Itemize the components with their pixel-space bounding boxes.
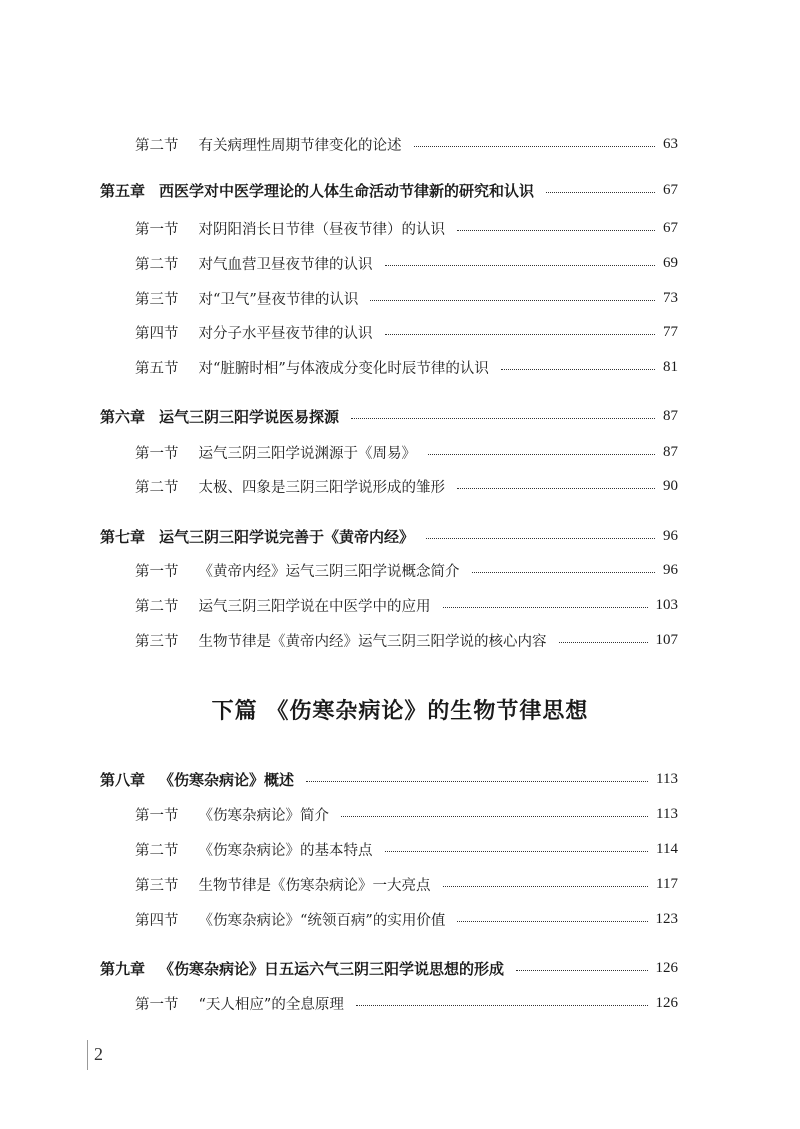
entry-page-number: 63 — [663, 135, 678, 152]
dot-leader — [443, 886, 649, 887]
entry-page-number: 96 — [663, 527, 678, 544]
toc-section-entry[interactable] — [135, 355, 678, 379]
dot-leader — [426, 538, 655, 539]
toc-section-entry[interactable] — [135, 474, 678, 498]
entry-title: 《伤寒杂病论》概述 — [159, 770, 295, 789]
entry-title: 《伤寒杂病论》日五运六气三阴三阳学说思想的形成 — [159, 959, 505, 978]
dot-leader — [385, 265, 656, 266]
toc-section-entry[interactable] — [135, 872, 678, 896]
dot-leader — [385, 851, 649, 852]
entry-page-number: 69 — [663, 254, 678, 271]
entry-label: 第三节 — [135, 291, 179, 308]
entry-title: 《伤寒杂病论》的基本特点 — [198, 842, 373, 859]
entry-title: 《伤寒杂病论》“统领百病”的实用价值 — [198, 912, 446, 929]
entry-title: 生物节律是《伤寒杂病论》一大亮点 — [198, 877, 431, 894]
part-heading: 下篇 《伤寒杂病论》的生物节律思想 — [211, 699, 589, 724]
entry-label: 第一节 — [135, 221, 179, 238]
dot-leader — [414, 146, 656, 147]
toc-section-entry[interactable] — [135, 837, 678, 861]
toc-chapter-entry[interactable] — [100, 767, 678, 791]
entry-page-number: 87 — [663, 443, 678, 460]
entry-page-number: 87 — [663, 407, 678, 424]
entry-label: 第五节 — [135, 360, 179, 377]
dot-leader — [351, 418, 655, 419]
entry-page-number: 96 — [663, 561, 678, 578]
page-number: 2 — [94, 1044, 103, 1064]
entry-page-number: 77 — [663, 323, 678, 340]
entry-label: 第二节 — [135, 137, 179, 154]
entry-title: 太极、四象是三阴三阳学说形成的雏形 — [198, 479, 445, 496]
entry-page-number: 67 — [663, 181, 678, 198]
toc-section-entry[interactable] — [135, 558, 678, 582]
toc-section-entry[interactable] — [135, 802, 678, 826]
entry-page-number: 90 — [663, 477, 678, 494]
entry-label: 第九章 — [100, 959, 146, 978]
entry-label: 第四节 — [135, 912, 179, 929]
dot-leader — [457, 230, 655, 231]
dot-leader — [457, 921, 647, 922]
entry-title: 有关病理性周期节律变化的论述 — [198, 137, 402, 154]
dot-leader — [341, 816, 648, 817]
entry-title: 《黄帝内经》运气三阴三阳学说概念简介 — [198, 563, 460, 580]
dot-leader — [546, 192, 655, 193]
entry-label: 第二节 — [135, 598, 179, 615]
dot-leader — [501, 369, 655, 370]
dot-leader — [443, 607, 648, 608]
toc-section-entry[interactable] — [135, 320, 678, 344]
toc-section-entry[interactable] — [135, 991, 678, 1015]
entry-page-number: 73 — [663, 289, 678, 306]
entry-page-number: 81 — [663, 358, 678, 375]
dot-leader — [306, 781, 648, 782]
entry-page-number: 126 — [655, 994, 678, 1011]
entry-title: 对阴阳消长日节律（昼夜节律）的认识 — [198, 221, 445, 238]
dot-leader — [428, 454, 655, 455]
entry-title: “天人相应”的全息原理 — [198, 996, 344, 1013]
entry-title: 运气三阴三阳学说医易探源 — [159, 407, 340, 426]
entry-label: 第二节 — [135, 256, 179, 273]
toc-section-entry[interactable] — [135, 907, 678, 931]
entry-label: 第六章 — [100, 407, 146, 426]
toc-section-entry[interactable] — [135, 440, 678, 464]
entry-label: 第三节 — [135, 877, 179, 894]
entry-label: 第一节 — [135, 445, 179, 462]
page-footer — [87, 1040, 103, 1070]
entry-title: 对“卫气”昼夜节律的认识 — [198, 291, 359, 308]
dot-leader — [385, 334, 656, 335]
entry-title: 运气三阴三阳学说完善于《黄帝内经》 — [159, 527, 415, 546]
entry-title: 运气三阴三阳学说在中医学中的应用 — [198, 598, 431, 615]
entry-page-number: 113 — [656, 805, 678, 822]
entry-label: 第八章 — [100, 770, 146, 789]
toc-section-entry[interactable] — [135, 628, 678, 652]
entry-label: 第二节 — [135, 479, 179, 496]
dot-leader — [516, 970, 647, 971]
dot-leader — [472, 572, 656, 573]
entry-page-number: 103 — [655, 596, 678, 613]
toc-section-entry[interactable] — [135, 251, 678, 275]
entry-page-number: 117 — [656, 875, 678, 892]
entry-label: 第四节 — [135, 325, 179, 342]
toc-chapter-entry[interactable] — [100, 956, 678, 980]
dot-leader — [559, 642, 648, 643]
toc-section-entry[interactable] — [135, 593, 678, 617]
entry-label: 第二节 — [135, 842, 179, 859]
dot-leader — [370, 300, 655, 301]
toc-section-entry[interactable] — [135, 132, 678, 156]
toc-section-entry[interactable] — [135, 216, 678, 240]
toc-chapter-entry[interactable] — [100, 524, 678, 548]
entry-label: 第七章 — [100, 527, 146, 546]
toc-chapter-entry[interactable] — [100, 404, 678, 428]
dot-leader — [356, 1005, 648, 1006]
toc-chapter-entry[interactable] — [100, 178, 678, 202]
entry-title: 对气血营卫昼夜节律的认识 — [198, 256, 373, 273]
entry-label: 第一节 — [135, 563, 179, 580]
toc-section-entry[interactable] — [135, 286, 678, 310]
entry-label: 第一节 — [135, 807, 179, 824]
entry-title: 运气三阴三阳学说渊源于《周易》 — [198, 445, 416, 462]
entry-page-number: 123 — [655, 910, 678, 927]
dot-leader — [457, 488, 655, 489]
entry-page-number: 113 — [656, 770, 678, 787]
entry-page-number: 114 — [656, 840, 678, 857]
entry-title: 对“脏腑时相”与体液成分变化时辰节律的认识 — [198, 360, 489, 377]
entry-title: 西医学对中医学理论的人体生命活动节律新的研究和认识 — [159, 181, 535, 200]
entry-label: 第五章 — [100, 181, 146, 200]
entry-title: 生物节律是《黄帝内经》运气三阴三阳学说的核心内容 — [198, 633, 547, 650]
entry-title: 对分子水平昼夜节律的认识 — [198, 325, 373, 342]
entry-label: 第一节 — [135, 996, 179, 1013]
entry-title: 《伤寒杂病论》简介 — [198, 807, 329, 824]
entry-label: 第三节 — [135, 633, 179, 650]
entry-page-number: 107 — [655, 631, 678, 648]
entry-page-number: 126 — [655, 959, 678, 976]
entry-page-number: 67 — [663, 219, 678, 236]
